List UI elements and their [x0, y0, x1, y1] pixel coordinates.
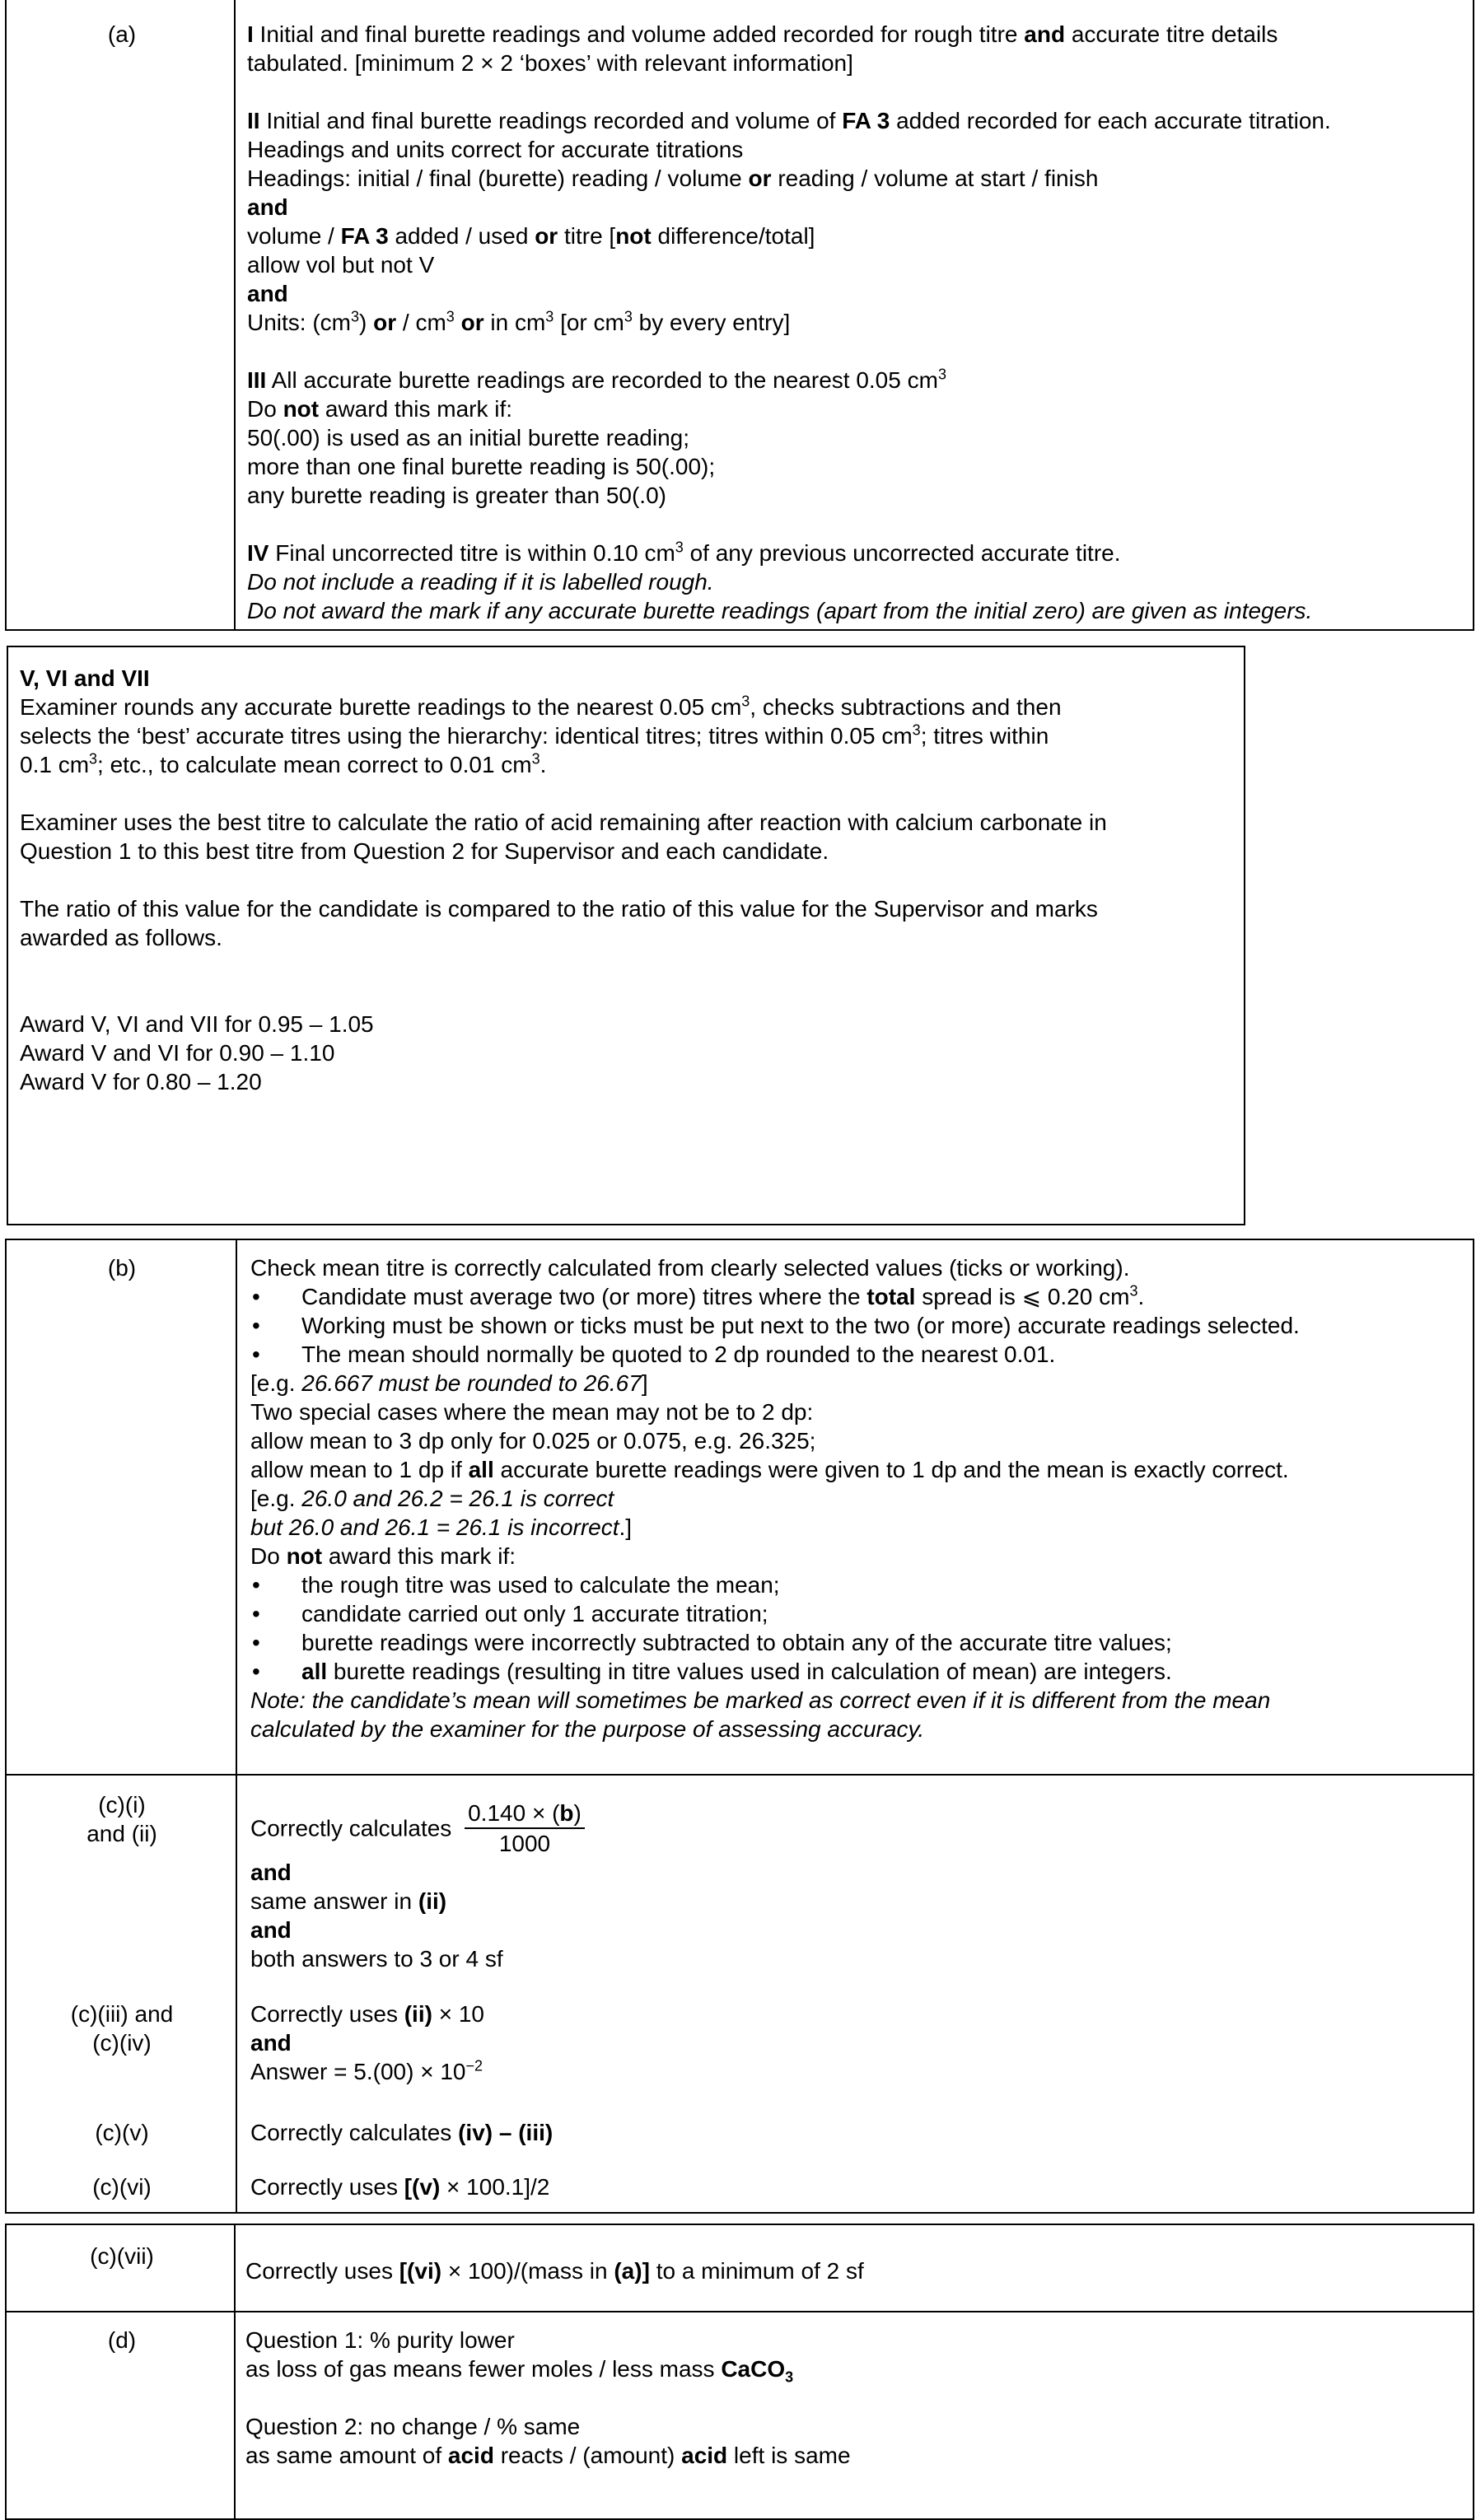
b-bullet-1: • Candidate must average two (or more) titres where the total spread is ⩽ 0.20 $cm^3$.	[250, 1282, 1461, 1311]
b-example-2: [e.g. 26.0 and 26.2 = 26.1 is correct	[250, 1486, 614, 1511]
b-special-2: allow mean to 1 dp if all accurate burette readings were given to 1 dp and the mean is exactly correct.	[250, 1457, 1289, 1482]
section-v-p1-line2: selects the ‘best’ accurate titres using the hierarchy: identical titres; titres within 0.05 $cm^3$; titres within	[20, 721, 1049, 749]
section-b-c-table	[5, 1239, 1474, 2214]
section-v-p1-line3: 0.1 $cm^3$; etc., to calculate mean correct to 0.01 $cm^3$.	[20, 750, 547, 777]
b-note-1: Note: the candidate’s mean will sometimes be marked as correct even if it is different from the mean	[250, 1687, 1271, 1713]
c-vii-uses: Correctly uses [(vi) × 100)/(mass in (a)] to a minimum of 2 sf	[245, 2258, 864, 2284]
c-vi-uses: Correctly uses [(v) × 100.1]/2	[250, 2174, 550, 2200]
row-label-c-vii: (c)(vii)	[90, 2243, 154, 2269]
c-iii-uses: Correctly uses (ii) × 10	[250, 2001, 484, 2027]
d-q1: Question 1: % purity lower	[245, 2327, 515, 2353]
row-label-c-v: (c)(v)	[95, 2120, 149, 2145]
b-cond-2: • candidate carried out only 1 accurate titration;	[250, 1599, 1461, 1628]
criterion-III: III All accurate burette readings are recorded to the nearest 0.05 $cm^3$	[247, 366, 946, 393]
section-v-p2-line1: Examiner uses the best titre to calculate the ratio of acid remaining after reaction with calcium carbonate in	[20, 810, 1107, 835]
fraction: $\frac{0.140 \times (b)}{1000}$	[465, 1799, 585, 1858]
b-special-1: allow mean to 3 dp only for 0.025 or 0.075, e.g. 26.325;	[250, 1428, 816, 1454]
section-c-i-rest	[250, 1858, 1404, 1973]
row-label-c-i: (c)(i) and (ii)	[86, 1792, 157, 1846]
award-band-3: Award V for 0.80 – 1.20	[20, 1069, 262, 1094]
award-band-1: Award V, VI and VII for 0.95 – 1.05	[20, 1011, 374, 1037]
c-i-both: both answers to 3 or 4 sf	[250, 1946, 503, 1972]
row-label-b: (b)	[107, 1255, 137, 1281]
and-label: and	[247, 281, 288, 306]
row-label-d: (d)	[107, 2327, 137, 2353]
b-note-2: calculated by the examiner for the purpose of assessing accuracy.	[250, 1716, 925, 1742]
b-example-2b: but 26.0 and 26.1 = 26.1 is incorrect.]	[250, 1514, 633, 1540]
section-v-box	[7, 646, 1245, 1225]
section-v-heading: V, VI and VII	[20, 665, 150, 691]
c-i-calc: Correctly calculates $\frac{0.140 \times (b)}{1000}$	[250, 1799, 1404, 1858]
section-c-iii-content	[250, 2000, 1404, 2086]
section-v-p3-line2: awarded as follows.	[20, 925, 222, 950]
b-bullet-2: • Working must be shown or ticks must be put next to the two (or more) accurate readings selected.	[250, 1311, 1461, 1340]
b-intro: Check mean titre is correctly calculated from clearly selected values (ticks or working).	[250, 1255, 1130, 1281]
row-label-c-vi: (c)(vi)	[92, 2174, 152, 2200]
b-cond-1: • the rough titre was used to calculate the mean;	[250, 1570, 1461, 1599]
criterion-III-l3: any burette reading is greater than 50(.0)	[247, 483, 666, 508]
b-example-1: [e.g. 26.667 must be rounded to 26.67]	[250, 1370, 648, 1396]
c-iii-answer: Answer = $5.(00) \times 10^{-2}$	[250, 2057, 483, 2084]
and-label: and	[250, 1860, 292, 1885]
b-special-cases: Two special cases where the mean may not be to 2 dp:	[250, 1399, 814, 1425]
b-cond-3: • burette readings were incorrectly subtracted to obtain any of the accurate titre values;	[250, 1628, 1461, 1657]
c-i-same: same answer in (ii)	[250, 1888, 447, 1914]
criterion-II-volume: volume / FA 3 added / used or titre [not difference/total]	[247, 223, 815, 249]
section-v-p1-line1: Examiner rounds any accurate burette readings to the nearest 0.05 $cm^3$, checks subtractions and then	[20, 693, 1062, 720]
section-c-vi-content	[250, 2172, 1404, 2201]
section-a-content	[247, 20, 1458, 625]
criterion-IV-note2: Do not award the mark if any accurate burette readings (apart from the initial zero) are given as integers.	[247, 598, 1313, 623]
section-c-vii-content	[245, 2256, 1456, 2285]
section-v-p3-line1: The ratio of this value for the candidate is compared to the ratio of this value for the Supervisor and marks	[20, 896, 1098, 922]
b-bullet-3: • The mean should normally be quoted to 2 dp rounded to the nearest 0.01.	[250, 1340, 1461, 1369]
d-q2-reason: as same amount of acid reacts / (amount) acid left is same	[245, 2443, 851, 2468]
award-band-2: Award V and VI for 0.90 – 1.10	[20, 1040, 335, 1066]
criterion-II-headings: Headings: initial / final (burette) reading / volume or reading / volume at start / finish	[247, 166, 1099, 191]
d-q1-reason: as loss of gas means fewer moles / less mass CaCO$_3$	[245, 2356, 794, 2386]
section-d-content	[245, 2326, 1456, 2470]
and-label: and	[247, 194, 288, 220]
criterion-III-l1: 50(.00) is used as an initial burette reading;	[247, 425, 689, 450]
row-label-a: (a)	[107, 21, 137, 47]
column-divider	[234, 2225, 236, 2518]
section-c-v-content	[250, 2118, 1404, 2147]
b-do-not: Do not award this mark if:	[250, 1543, 516, 1569]
section-a-table	[5, 0, 1474, 631]
section-c-vii-d-table	[5, 2224, 1474, 2520]
criterion-I-line2: tabulated. [minimum 2 × 2 ‘boxes’ with relevant information]	[247, 50, 853, 76]
row-divider	[7, 1774, 1473, 1776]
criterion-II: II Initial and final burette readings recorded and volume of FA 3 added recorded for each accurate titration.	[247, 108, 1331, 133]
row-label-c-iii: (c)(iii) and (c)(iv)	[70, 2001, 174, 2056]
c-v-calc: Correctly calculates (iv) – (iii)	[250, 2120, 554, 2145]
criterion-II-allow: allow vol but not V	[247, 252, 435, 278]
column-divider	[236, 1240, 237, 2212]
section-b-content	[250, 1253, 1461, 1743]
row-divider	[7, 2311, 1473, 2312]
b-cond-4: • all burette readings (resulting in titre values used in calculation of mean) are integers.	[250, 1657, 1461, 1686]
criterion-II-line2: Headings and units correct for accurate titrations	[247, 137, 744, 162]
criterion-III-do-not: Do not award this mark if:	[247, 396, 513, 422]
criterion-IV: IV Final uncorrected titre is within 0.10 $cm^3$ of any previous uncorrected accurate titre.	[247, 539, 1121, 566]
column-divider	[234, 0, 236, 629]
and-label: and	[250, 2030, 292, 2056]
and-label: and	[250, 1917, 292, 1943]
criterion-II-units: Units: $(cm^3)$ or / $cm^3$ or in $cm^3$ [or $cm^3$ by every entry]	[247, 308, 791, 335]
d-q2: Question 2: no change / % same	[245, 2414, 581, 2439]
section-v-p2-line2: Question 1 to this best titre from Question 2 for Supervisor and each candidate.	[20, 838, 829, 864]
criterion-III-l2: more than one final burette reading is 50(.00);	[247, 454, 716, 479]
criterion-I: I Initial and final burette readings and volume added recorded for rough titre and accurate titre details	[247, 21, 1278, 47]
section-v-content	[20, 664, 1231, 1096]
criterion-IV-note1: Do not include a reading if it is labelled rough.	[247, 569, 714, 595]
